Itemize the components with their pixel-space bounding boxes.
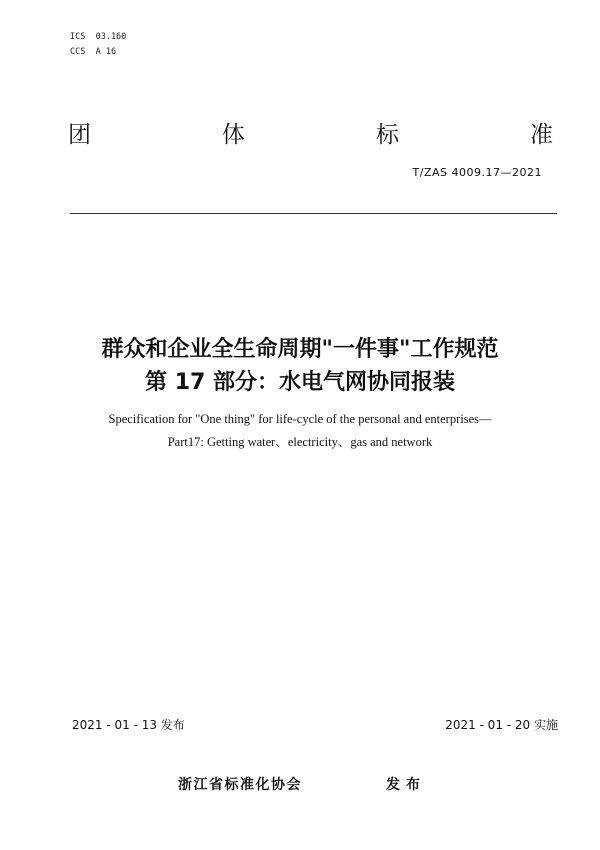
heading-char-2: 体: [222, 122, 245, 148]
ics-code: ICS 03.160: [70, 32, 127, 42]
chinese-title-line-1: 群众和企业全生命周期"一件事"工作规范: [101, 337, 499, 362]
issue-date: 2021 - 01 - 13 发布: [72, 718, 185, 732]
heading-char-4: 准: [530, 122, 553, 148]
issue-action: 发布: [386, 777, 426, 793]
implementation-date: 2021 - 01 - 20 实施: [445, 718, 558, 732]
document-type-heading: [68, 116, 553, 149]
classification-codes: [70, 30, 126, 60]
heading-char-3: 标: [376, 122, 399, 148]
standard-number: T/ZAS 4009.17—2021: [412, 166, 542, 179]
english-title-line-1: Specification for "One thing" for life-cycle of the personal and enterprises—: [108, 412, 492, 426]
english-title-line-2: Part17: Getting water、electricity、gas and network: [167, 435, 433, 449]
heading-char-1: 团: [68, 122, 91, 148]
header-divider: [70, 213, 557, 214]
issuing-organization: 浙江省标准化协会: [178, 777, 302, 793]
ccs-code: CCS A 16: [70, 47, 117, 57]
chinese-title-line-2: 第 17 部分：水电气网协同报装: [145, 370, 455, 395]
